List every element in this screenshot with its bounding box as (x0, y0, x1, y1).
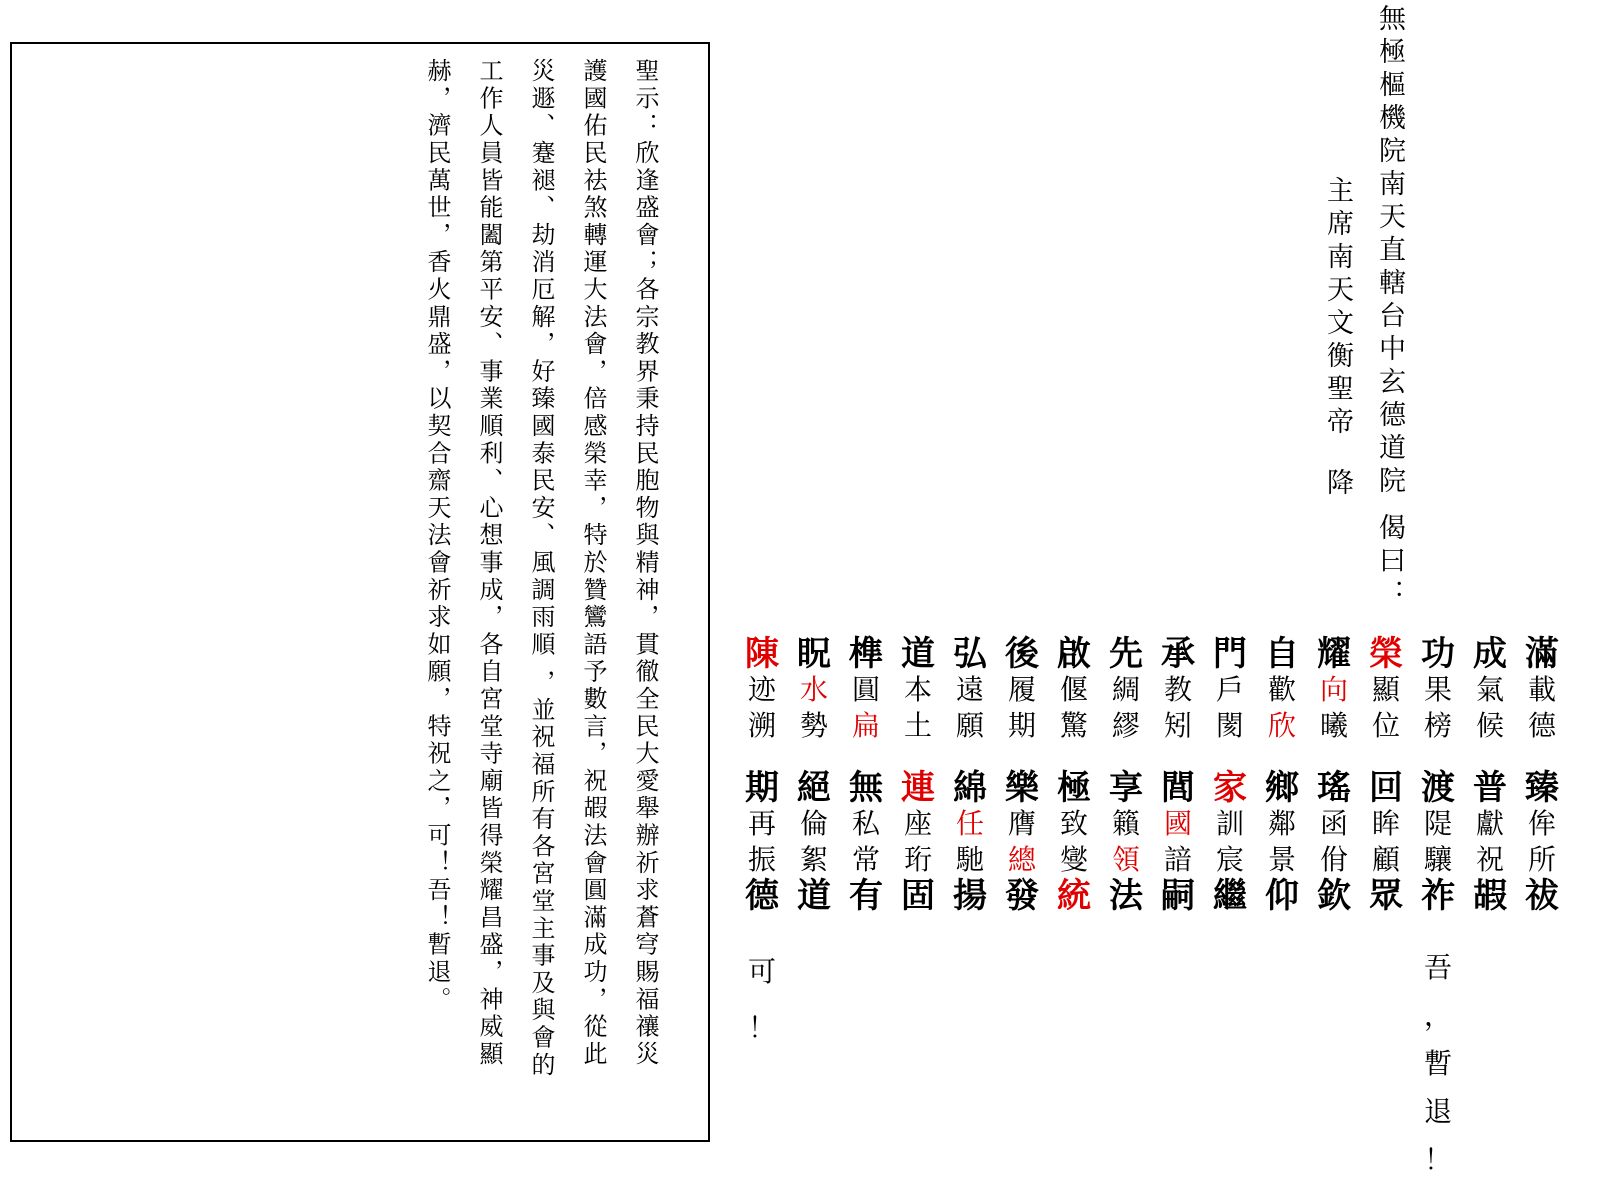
poem-label: 偈曰： (1374, 513, 1405, 612)
poem-char: 弘 (953, 634, 987, 674)
poem-char-red: 家 (1213, 768, 1247, 808)
poem-char-red: 扁 (851, 709, 880, 742)
poem-phrase-upper (1005, 636, 1039, 744)
poem-char: 榫 (849, 634, 883, 674)
poem-char: 眾 (1369, 876, 1403, 916)
poem-phrase-upper (1213, 636, 1247, 744)
poem-char: 功 (1421, 634, 1455, 674)
poem-column (1102, 636, 1150, 914)
poem-closing (1424, 944, 1452, 1184)
poem-char: 承 (1161, 634, 1195, 674)
poem-char: 戶 (1215, 673, 1244, 706)
poem-char: 繆 (1111, 709, 1140, 742)
poem-char: 獻 (1475, 807, 1504, 840)
poem-phrase-lower (1473, 770, 1507, 914)
poem-char-red: 欣 (1267, 709, 1296, 742)
poem-char-red: 榮 (1369, 634, 1403, 674)
poem-char-red: 國 (1163, 807, 1192, 840)
poem-char: 籟 (1111, 807, 1140, 840)
poem-char: 景 (1267, 843, 1296, 876)
poem-char: 祓 (1525, 876, 1559, 916)
poem-char: 欽 (1317, 876, 1351, 916)
poem-char-red: 水 (799, 673, 828, 706)
poem-phrase-upper (953, 636, 987, 744)
poem-char: 啟 (1057, 634, 1091, 674)
poem-char: 極 (1057, 768, 1091, 808)
poem-char: 自 (1265, 634, 1299, 674)
poem-char: 再 (747, 807, 776, 840)
poem-char: 鄰 (1267, 807, 1296, 840)
poem-phrase-upper (849, 636, 883, 744)
poem-column (946, 636, 994, 914)
poem-char: 勢 (799, 709, 828, 742)
poem-char: 候 (1475, 709, 1504, 742)
poem-char: 瑤 (1317, 768, 1351, 808)
poem-char: 燮 (1059, 843, 1088, 876)
poem-phrase-upper (1265, 636, 1299, 744)
closing-char: ！ (747, 1011, 776, 1044)
poem-column (1258, 636, 1306, 914)
poem-char: 絕 (797, 768, 831, 808)
poem-phrase-upper (745, 636, 779, 744)
poem-char: 臻 (1525, 768, 1559, 808)
poem-char: 氣 (1475, 673, 1504, 706)
poem-char: 渡 (1421, 768, 1455, 808)
poem-char: 期 (745, 768, 779, 808)
poem-char: 願 (955, 709, 984, 742)
poem-char: 仰 (1265, 876, 1299, 916)
poem-char: 馳 (955, 843, 984, 876)
poem-char: 教 (1163, 673, 1192, 706)
poem-char: 法 (1109, 876, 1143, 916)
poem-phrase-lower (797, 770, 831, 914)
deity-name: 主席南天文衡聖帝 (1322, 176, 1353, 440)
poem-closing (748, 944, 776, 1056)
poem-char: 位 (1371, 709, 1400, 742)
poem-phrase-upper (1317, 636, 1351, 744)
poem-phrase-lower (1421, 770, 1455, 914)
poem-char: 致 (1059, 807, 1088, 840)
edict-line-1: 聖示：欣逢盛會；各宗教界秉持民胞物與精神，貫徹全民大愛舉辦祈求蒼穹賜福禳災 (631, 58, 659, 1069)
poem-char: 榜 (1423, 709, 1452, 742)
poem-column (1310, 636, 1358, 914)
poem-phrase-upper (1473, 636, 1507, 744)
edict-line-4: 工作人員皆能闔第平安、事業順利、心想事成，各自宮堂寺廟皆得榮耀昌盛，神威顯 (475, 58, 503, 1069)
poem-char: 倫 (799, 807, 828, 840)
poem-char-red: 任 (955, 807, 984, 840)
poem-char: 樂 (1005, 768, 1039, 808)
poem-char: 宸 (1215, 843, 1244, 876)
poem-char: 履 (1007, 673, 1036, 706)
poem-phrase-upper (1161, 636, 1195, 744)
poem-char: 回 (1369, 768, 1403, 808)
closing-char: 退 (1423, 1095, 1452, 1128)
poem-phrase-lower (1161, 770, 1195, 914)
poem-char: 侔 (1527, 807, 1556, 840)
poem-phrase-upper (797, 636, 831, 744)
poem-char: 歡 (1267, 673, 1296, 706)
poem-char: 嘏 (1473, 876, 1507, 916)
poem-column (998, 636, 1046, 914)
poem-char-red: 領 (1111, 843, 1140, 876)
poem-column (1154, 636, 1202, 914)
closing-char: ， (1423, 999, 1452, 1032)
poem-column (1050, 636, 1098, 914)
poem-phrase-upper (1109, 636, 1143, 744)
poem-char: 圓 (851, 673, 880, 706)
poem-char: 嗣 (1161, 876, 1195, 916)
poem-phrase-upper (1369, 636, 1403, 744)
poem-char: 德 (1527, 709, 1556, 742)
poem-char: 遠 (955, 673, 984, 706)
poem-phrase-lower (1525, 770, 1559, 914)
poem-char: 發 (1005, 876, 1039, 916)
poem-char: 祚 (1421, 876, 1455, 916)
poem-char: 隄 (1423, 807, 1452, 840)
poem-char: 先 (1109, 634, 1143, 674)
poem-char: 載 (1527, 673, 1556, 706)
poem-phrase-upper (1525, 636, 1559, 744)
poem-char: 祝 (1475, 843, 1504, 876)
poem-char: 享 (1109, 768, 1143, 808)
edict-box (10, 42, 710, 1142)
poem-phrase-lower (1213, 770, 1247, 914)
closing-char: 可 (747, 955, 776, 988)
poem-char: 土 (903, 709, 932, 742)
poem-char: 矧 (1163, 709, 1192, 742)
poem-phrase-lower (849, 770, 883, 914)
edict-line-5: 赫，濟民萬世，香火鼎盛，以契合齋天法會祈求如願，特祝之，可！吾！暫退。 (423, 58, 451, 1014)
edict-line-3: 災遯、蹇褪、劫消厄解，好臻國泰民安、風調雨順 ，並祝福所有各宮堂主事及與會的 (527, 58, 555, 1080)
institution-title (1372, 4, 1404, 612)
poem-phrase-lower (1265, 770, 1299, 914)
poem-phrase-lower (901, 770, 935, 914)
poem-phrase-upper (1057, 636, 1091, 744)
poem-char-red: 連 (901, 768, 935, 808)
poem-char: 迹 (747, 673, 776, 706)
poem-char: 絮 (799, 843, 828, 876)
poem-char: 珩 (903, 843, 932, 876)
poem-char: 道 (797, 876, 831, 916)
poem-char: 綢 (1111, 673, 1140, 706)
poem-column (1518, 636, 1566, 914)
poem-column (790, 636, 838, 914)
closing-char: 吾 (1423, 951, 1452, 984)
poem-char: 德 (745, 876, 779, 916)
poem-column (894, 636, 942, 914)
poem-phrase-lower (1057, 770, 1091, 914)
poem-char: 眸 (1371, 807, 1400, 840)
poem-char: 本 (903, 673, 932, 706)
poem-char: 訓 (1215, 807, 1244, 840)
poem-char: 常 (851, 843, 880, 876)
poem-phrase-lower (1369, 770, 1403, 914)
poem-char: 鄉 (1265, 768, 1299, 808)
poem-char: 佾 (1319, 843, 1348, 876)
poem-char-red: 陳 (745, 634, 779, 674)
closing-char: 暫 (1423, 1047, 1452, 1080)
poem-char: 繼 (1213, 876, 1247, 916)
poem-char: 道 (901, 634, 935, 674)
institution-name: 無極樞機院南天直轄台中玄德道院 (1374, 4, 1405, 499)
poem-char: 綿 (953, 768, 987, 808)
poem-column (842, 636, 890, 914)
closing-char: ！ (1423, 1143, 1452, 1176)
poem-char: 驚 (1059, 709, 1088, 742)
poem-phrase-lower (953, 770, 987, 914)
poem-char: 顧 (1371, 843, 1400, 876)
poem-char: 期 (1007, 709, 1036, 742)
poem-char: 振 (747, 843, 776, 876)
poem-char: 膺 (1007, 807, 1036, 840)
deity-attribution (1320, 176, 1352, 501)
poem-char: 成 (1473, 634, 1507, 674)
descends-label: 降 (1322, 468, 1353, 501)
poem-char: 果 (1423, 673, 1452, 706)
poem-char: 普 (1473, 768, 1507, 808)
poem-char: 所 (1527, 843, 1556, 876)
poem-char: 耀 (1317, 634, 1351, 674)
poem-phrase-upper (1421, 636, 1455, 744)
poem-char: 無 (849, 768, 883, 808)
poem-char: 滿 (1525, 634, 1559, 674)
poem-char: 固 (901, 876, 935, 916)
poem-char: 後 (1005, 634, 1039, 674)
poem-char: 揚 (953, 876, 987, 916)
poem-column (1362, 636, 1410, 914)
poem-char: 門 (1213, 634, 1247, 674)
poem-char: 有 (849, 876, 883, 916)
poem-char: 溯 (747, 709, 776, 742)
poem-char: 函 (1319, 807, 1348, 840)
poem-phrase-upper (901, 636, 935, 744)
poem-phrase-lower (745, 770, 779, 914)
poem-char-red: 總 (1007, 843, 1036, 876)
poem-char: 私 (851, 807, 880, 840)
poem-char: 眖 (797, 634, 831, 674)
poem-char: 曦 (1319, 709, 1348, 742)
poem-char: 偃 (1059, 673, 1088, 706)
poem-char: 座 (903, 807, 932, 840)
poem-phrase-lower (1005, 770, 1039, 914)
poem-column (1414, 636, 1462, 1184)
poem-char-red: 向 (1319, 673, 1348, 706)
poem-column (738, 636, 786, 1056)
poem-char: 閡 (1215, 709, 1244, 742)
poem-column (1206, 636, 1254, 914)
poem-column (1466, 636, 1514, 914)
poem-char: 驤 (1423, 843, 1452, 876)
poem-phrase-lower (1109, 770, 1143, 914)
edict-line-2: 護國佑民祛煞轉運大法會，倍感榮幸，特於贊鸞語予數言，祝嘏法會圓滿成功，從此 (579, 58, 607, 1069)
poem-char: 顯 (1371, 673, 1400, 706)
poem-char: 閭 (1161, 768, 1195, 808)
poem-phrase-lower (1317, 770, 1351, 914)
poem-char: 諳 (1163, 843, 1192, 876)
poem-char-red: 統 (1057, 876, 1091, 916)
